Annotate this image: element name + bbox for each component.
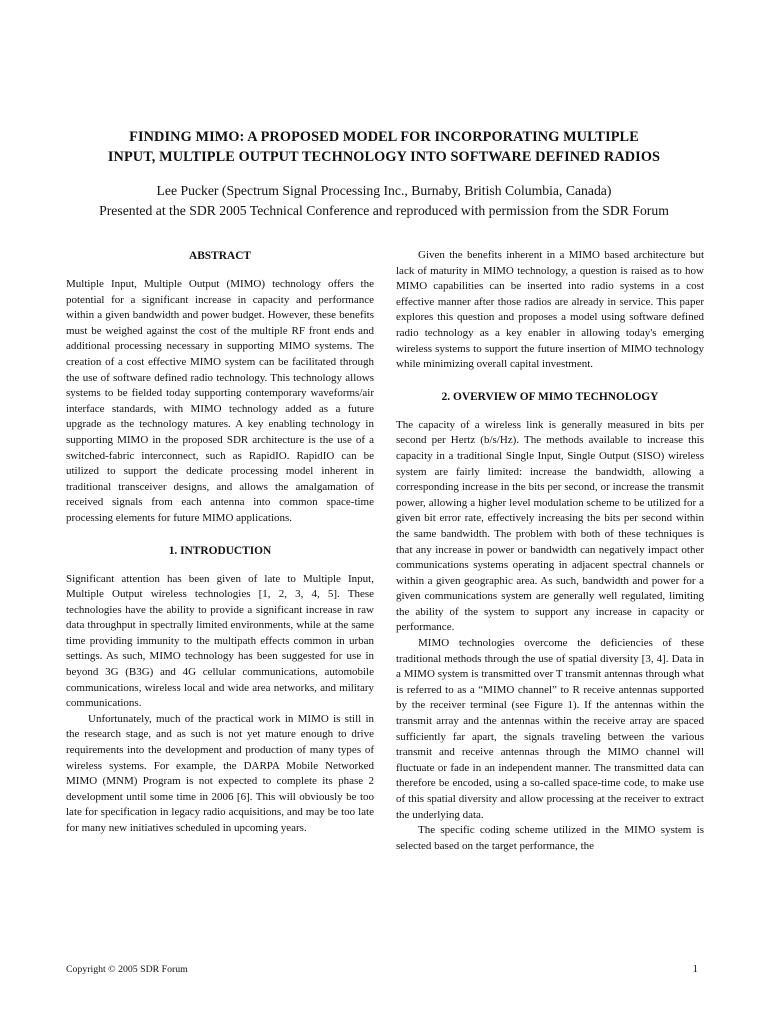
- paper-title: [40, 127, 728, 167]
- title-line-2: INPUT, MULTIPLE OUTPUT TECHNOLOGY INTO SOFTWARE DEFINED RADIOS: [107, 149, 661, 165]
- overview-paragraph-1: The capacity of a wireless link is generally measured in bits per second per Hertz (b/s/Hz). The methods available to increase this capacity in a traditional Single Input, Single Output (SISO) wireless system are fairly limited: increase the bandwidth, allowing a corresponding increase in the bits per second, or increase the transmit power, allowing a higher level modulation scheme to be utilized for a given bit error rate, effectively increasing the bits per second within the same bandwidth. The problem with both of these techniques is that any increase in power or bandwidth can negatively impact other communications systems operating in adjacent spectral channels or within a given geographic area. As such, bandwidth and power for a given communications system are generally well regulated, limiting the ability of the system to support any increase in capacity or performance.: [396, 418, 704, 634]
- overview-paragraph-3: The specific coding scheme utilized in the MIMO system is selected based on the target performance, the: [396, 824, 704, 852]
- page-number: 1: [692, 963, 698, 975]
- introduction-paragraph-2: Unfortunately, much of the practical work in MIMO is still in the research stage, and as such is not yet mature enough to drive requirements into the development and production of many types of wireless systems. For example, the DARPA Mobile Networked MIMO (MNM) Program is not expected to complete its phase 2 development until some time in 2006 [6]. This will obviously be too late for specification in legacy radio acquisitions, and may be too late for many new initiatives scheduled in upcoming years.: [66, 712, 374, 834]
- author-affiliation: Lee Pucker (Spectrum Signal Processing Inc., Burnaby, British Columbia, Canada): [156, 183, 612, 198]
- introduction-heading: 1. INTRODUCTION: [168, 544, 272, 557]
- overview-paragraph-2: MIMO technologies overcome the deficiencies of these traditional methods through the use of spatial diversity [3, 4]. Data in a MIMO system is transmitted over T transmit antennas through what is referred to as a “MIMO channel” to R receive antennas supported by the receiver terminal (see Figure 1). If the antennas within the transmit array and the antennas within the receive array are spaced sufficiently far apart, the signals traveling between the various transmit and receive antennas through the MIMO channel will fluctuate or fade in an independent manner. The transmitted data can therefore be encoded, using a so-called space-time code, to make use of this spatial diversity and allow processing at the receiver to extract the underlying data.: [396, 637, 704, 821]
- presentation-note: Presented at the SDR 2005 Technical Conference and reproduced with permission from the SDR Forum: [99, 203, 669, 218]
- overview-heading: 2. OVERVIEW OF MIMO TECHNOLOGY: [441, 390, 659, 403]
- abstract-heading: ABSTRACT: [188, 250, 252, 262]
- right-column: [396, 248, 704, 854]
- title-line-1: FINDING MIMO: A PROPOSED MODEL FOR INCORPORATING MULTIPLE: [129, 129, 639, 145]
- byline: [20, 181, 748, 221]
- introduction-paragraph-3: Given the benefits inherent in a MIMO based architecture but lack of maturity in MIMO technology, a question is raised as to how MIMO capabilities can be inserted into radio systems in a cost effective manner after those radios are already in service. This paper explores this question and proposes a model using software defined radio technology as a key enabler in allowing today's emerging wireless systems to support the future insertion of MIMO technology while minimizing overall capital investment.: [396, 249, 704, 371]
- left-column: [66, 248, 374, 837]
- introduction-paragraph-1: Significant attention has been given of late to Multiple Input, Multiple Output wireless technologies [1, 2, 3, 4, 5]. These technologies have the ability to provide a significant increase in raw data throughput in spectrally limited environments, while at the same time providing immunity to the multipath effects common in urban settings. As such, MIMO technology has been suggested for use in beyond 3G (B3G) and 4G cellular communications, automobile communications, wireless local and wide area networks, and military communications.: [66, 572, 374, 710]
- abstract-paragraph: Multiple Input, Multiple Output (MIMO) technology offers the potential for a significant increase in capacity and performance within a given bandwidth and power budget. However, these benefits must be weighed against the cost of the multiple RF front ends and additional processing necessary in supporting MIMO systems. The creation of a cost effective MIMO system can be facilitated through the use of software defined radio technology. This technology allows systems to be fielded today supporting contemporary waveforms/air interface standards, with MIMO technology added as a future upgrade as the technology matures. A key enabling technology in supporting MIMO in the proposed SDR architecture is the use of a switched-fabric interconnect, such as RapidIO. RapidIO can be utilized to support the dedicate processing model inherent in traditional transceiver designs, and allows the amalgamation of received signals from each antenna into common space-time processing elements for future MIMO applications.: [66, 278, 374, 524]
- copyright-notice: Copyright © 2005 SDR Forum: [66, 964, 188, 975]
